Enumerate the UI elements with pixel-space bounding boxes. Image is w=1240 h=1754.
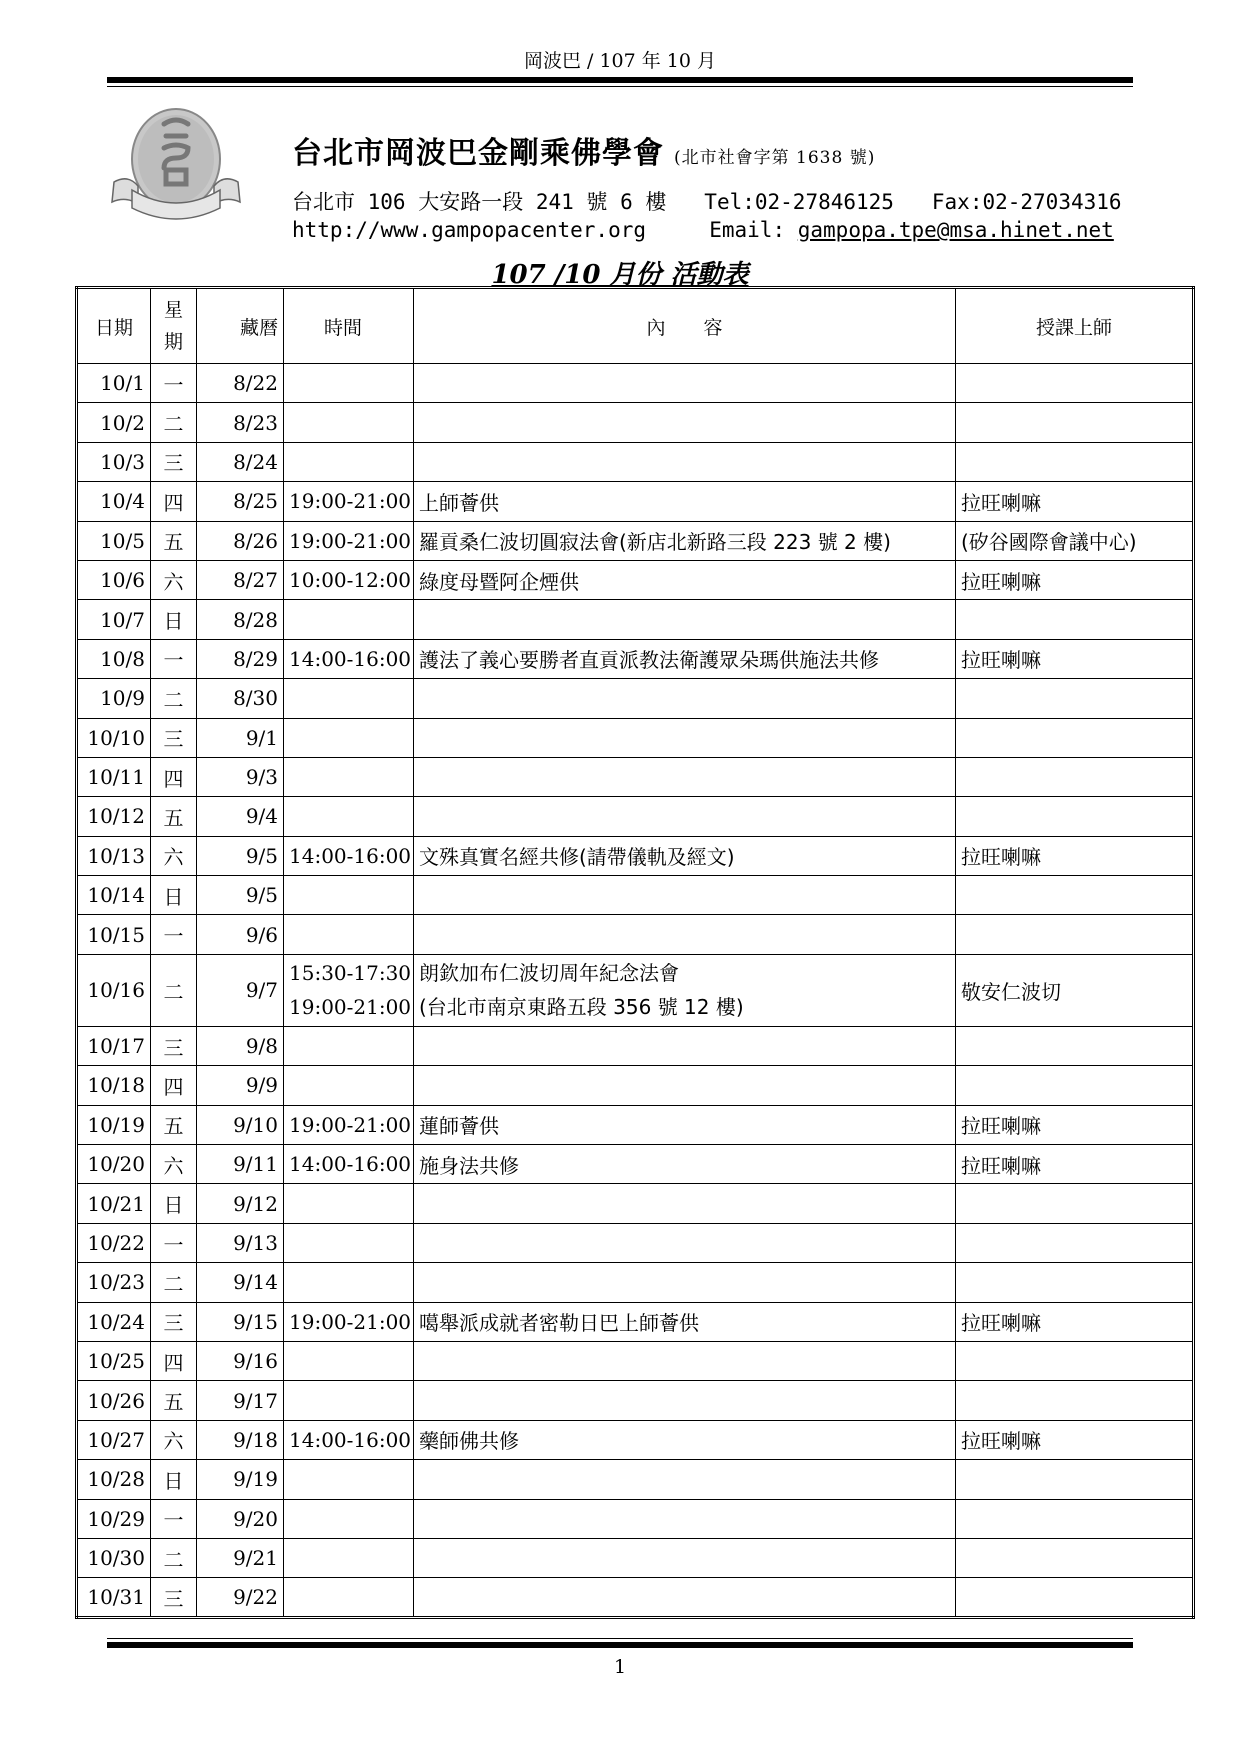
cell-time (284, 954, 414, 1026)
cell-lunar-date: 9/11 (197, 1145, 284, 1184)
cell-date: 10/23 (77, 1263, 151, 1302)
cell-content (414, 1223, 956, 1262)
contact-line-1 (292, 186, 1122, 216)
contact-line-2 (292, 218, 1114, 242)
cell-teacher (956, 1184, 1194, 1223)
cell-weekday: 四 (151, 1066, 197, 1105)
cell-date: 10/21 (77, 1184, 151, 1223)
table-row (77, 1499, 1194, 1538)
table-row (77, 1420, 1194, 1459)
cell-lunar-date: 8/22 (197, 364, 284, 403)
email-link[interactable]: gampopa.tpe@msa.hinet.net (797, 218, 1114, 242)
cell-lunar-date: 8/23 (197, 403, 284, 442)
cell-content (414, 876, 956, 915)
cell-time: 19:00-21:00 (284, 521, 414, 560)
cell-weekday: 一 (151, 1223, 197, 1262)
cell-date: 10/18 (77, 1066, 151, 1105)
cell-weekday: 一 (151, 915, 197, 954)
cell-time-line: 19:00-21:00 (289, 995, 412, 1020)
cell-lunar-date: 8/27 (197, 560, 284, 599)
cell-content-line: (台北市南京東路五段 356 號 12 樓) (419, 995, 744, 1020)
cell-lunar-date: 9/13 (197, 1223, 284, 1262)
cell-time (284, 797, 414, 836)
cell-weekday: 三 (151, 1026, 197, 1065)
cell-time-line: 15:30-17:30 (289, 961, 412, 986)
cell-date: 10/9 (77, 679, 151, 718)
cell-date: 10/12 (77, 797, 151, 836)
cell-time (284, 718, 414, 757)
cell-lunar-date: 9/19 (197, 1460, 284, 1499)
cell-lunar-date: 9/5 (197, 836, 284, 875)
cell-weekday: 五 (151, 521, 197, 560)
cell-weekday: 三 (151, 1578, 197, 1617)
cell-lunar-date: 8/24 (197, 442, 284, 481)
cell-weekday: 五 (151, 797, 197, 836)
header-teacher: 授課上師 (956, 288, 1194, 364)
cell-lunar-date: 8/26 (197, 521, 284, 560)
table-row (77, 836, 1194, 875)
cell-teacher (956, 1066, 1194, 1105)
table-row (77, 364, 1194, 403)
table-row (77, 1026, 1194, 1065)
table-row (77, 639, 1194, 678)
cell-content: 文殊真實名經共修(請帶儀軌及經文) (414, 836, 956, 875)
cell-teacher (956, 1381, 1194, 1420)
table-row (77, 482, 1194, 521)
cell-content (414, 403, 956, 442)
cell-date: 10/10 (77, 718, 151, 757)
cell-lunar-date: 8/29 (197, 639, 284, 678)
cell-time (284, 679, 414, 718)
cell-content (414, 1460, 956, 1499)
cell-teacher (956, 1026, 1194, 1065)
cell-time: 19:00-21:00 (284, 482, 414, 521)
cell-date: 10/26 (77, 1381, 151, 1420)
cell-content: 噶舉派成就者密勒日巴上師薈供 (414, 1302, 956, 1341)
cell-time (284, 1460, 414, 1499)
cell-lunar-date: 9/5 (197, 876, 284, 915)
cell-weekday: 六 (151, 560, 197, 599)
website-link[interactable]: http://www.gampopacenter.org (292, 218, 647, 242)
cell-teacher (956, 1341, 1194, 1380)
cell-weekday: 五 (151, 1381, 197, 1420)
cell-weekday: 四 (151, 1341, 197, 1380)
cell-date: 10/15 (77, 915, 151, 954)
cell-lunar-date: 9/14 (197, 1263, 284, 1302)
cell-lunar-date: 9/21 (197, 1538, 284, 1577)
cell-lunar-date: 9/10 (197, 1105, 284, 1144)
cell-teacher: 拉旺喇嘛 (956, 1145, 1194, 1184)
cell-time (284, 442, 414, 481)
cell-teacher (956, 1499, 1194, 1538)
cell-teacher (956, 718, 1194, 757)
organization-name-text: 台北市岡波巴金剛乘佛學會 (292, 136, 664, 171)
cell-time: 14:00-16:00 (284, 836, 414, 875)
cell-lunar-date: 9/12 (197, 1184, 284, 1223)
cell-date: 10/1 (77, 364, 151, 403)
cell-teacher: 拉旺喇嘛 (956, 1302, 1194, 1341)
cell-date: 10/8 (77, 639, 151, 678)
cell-weekday: 三 (151, 442, 197, 481)
cell-content (414, 442, 956, 481)
cell-weekday: 日 (151, 600, 197, 639)
cell-time: 14:00-16:00 (284, 1420, 414, 1459)
table-row (77, 1302, 1194, 1341)
cell-weekday: 五 (151, 1105, 197, 1144)
table-row (77, 718, 1194, 757)
cell-content (414, 1341, 956, 1380)
cell-weekday: 一 (151, 639, 197, 678)
table-row (77, 600, 1194, 639)
table-row (77, 560, 1194, 599)
table-row (77, 876, 1194, 915)
table-row (77, 1066, 1194, 1105)
cell-date: 10/13 (77, 836, 151, 875)
cell-time (284, 600, 414, 639)
cell-date: 10/28 (77, 1460, 151, 1499)
cell-time (284, 1578, 414, 1617)
cell-lunar-date: 9/1 (197, 718, 284, 757)
cell-date: 10/24 (77, 1302, 151, 1341)
cell-lunar-date: 8/30 (197, 679, 284, 718)
cell-content (414, 1263, 956, 1302)
table-row (77, 1460, 1194, 1499)
cell-weekday: 二 (151, 954, 197, 1026)
cell-lunar-date: 9/3 (197, 757, 284, 796)
cell-teacher (956, 1460, 1194, 1499)
cell-weekday: 四 (151, 482, 197, 521)
cell-time (284, 1499, 414, 1538)
cell-date: 10/20 (77, 1145, 151, 1184)
cell-date: 10/3 (77, 442, 151, 481)
cell-content (414, 954, 956, 1026)
cell-content (414, 1026, 956, 1065)
cell-weekday: 六 (151, 1145, 197, 1184)
cell-content (414, 1578, 956, 1617)
running-head: 岡波巴 / 107 年 10 月 (523, 50, 717, 72)
table-row (77, 1578, 1194, 1617)
table-row (77, 1381, 1194, 1420)
cell-content (414, 600, 956, 639)
cell-time: 19:00-21:00 (284, 1105, 414, 1144)
table-row (77, 403, 1194, 442)
cell-content (414, 1538, 956, 1577)
cell-content: 上師薈供 (414, 482, 956, 521)
fax: Fax:02-27034316 (931, 190, 1122, 214)
cell-date: 10/30 (77, 1538, 151, 1577)
cell-teacher (956, 403, 1194, 442)
table-row (77, 1341, 1194, 1380)
cell-date: 10/29 (77, 1499, 151, 1538)
organization-logo (108, 104, 244, 222)
cell-lunar-date: 8/28 (197, 600, 284, 639)
cell-content (414, 1066, 956, 1105)
sheet-title: 107 /10 月份 活動表 (491, 260, 749, 290)
cell-time (284, 915, 414, 954)
cell-date: 10/27 (77, 1420, 151, 1459)
cell-time (284, 1184, 414, 1223)
header-rule-thin (107, 86, 1133, 87)
cell-date: 10/7 (77, 600, 151, 639)
cell-content (414, 718, 956, 757)
cell-weekday: 日 (151, 1184, 197, 1223)
cell-teacher (956, 1223, 1194, 1262)
table-row (77, 954, 1194, 1026)
cell-content (414, 1184, 956, 1223)
cell-date: 10/4 (77, 482, 151, 521)
cell-weekday: 日 (151, 1460, 197, 1499)
header-weekday: 星期 (151, 288, 197, 364)
cell-weekday: 二 (151, 1263, 197, 1302)
cell-content: 施身法共修 (414, 1145, 956, 1184)
telephone: Tel:02-27846125 (704, 190, 894, 214)
cell-time (284, 364, 414, 403)
cell-content (414, 757, 956, 796)
cell-date: 10/16 (77, 954, 151, 1026)
cell-time: 14:00-16:00 (284, 639, 414, 678)
cell-lunar-date: 9/6 (197, 915, 284, 954)
cell-content: 蓮師薈供 (414, 1105, 956, 1144)
cell-teacher (956, 1578, 1194, 1617)
cell-time (284, 403, 414, 442)
cell-date: 10/31 (77, 1578, 151, 1617)
cell-lunar-date: 9/9 (197, 1066, 284, 1105)
cell-weekday: 二 (151, 403, 197, 442)
cell-teacher (956, 600, 1194, 639)
cell-lunar-date: 9/20 (197, 1499, 284, 1538)
cell-date: 10/2 (77, 403, 151, 442)
table-row (77, 757, 1194, 796)
activity-table (75, 286, 1195, 1619)
header-lunar: 藏曆 (197, 288, 284, 364)
cell-time: 14:00-16:00 (284, 1145, 414, 1184)
cell-content: 護法了義心要勝者直貢派教法衛護眾朵瑪供施法共修 (414, 639, 956, 678)
cell-teacher: 拉旺喇嘛 (956, 560, 1194, 599)
cell-date: 10/6 (77, 560, 151, 599)
cell-weekday: 日 (151, 876, 197, 915)
table-row (77, 915, 1194, 954)
table-header-row (77, 288, 1194, 364)
cell-content (414, 797, 956, 836)
cell-weekday: 四 (151, 757, 197, 796)
cell-date: 10/17 (77, 1026, 151, 1065)
cell-weekday: 一 (151, 1499, 197, 1538)
page-number: 1 (613, 1656, 627, 1678)
cell-weekday: 六 (151, 1420, 197, 1459)
cell-lunar-date: 9/7 (197, 954, 284, 1026)
cell-teacher: 敬安仁波切 (956, 954, 1194, 1026)
table-row (77, 1105, 1194, 1144)
cell-date: 10/5 (77, 521, 151, 560)
footer-rule-thin (107, 1638, 1133, 1639)
table-row (77, 1223, 1194, 1262)
cell-weekday: 三 (151, 1302, 197, 1341)
cell-lunar-date: 9/22 (197, 1578, 284, 1617)
table-row (77, 1263, 1194, 1302)
table-row (77, 679, 1194, 718)
cell-time (284, 757, 414, 796)
cell-lunar-date: 9/4 (197, 797, 284, 836)
cell-teacher (956, 757, 1194, 796)
cell-teacher (956, 1263, 1194, 1302)
cell-teacher (956, 797, 1194, 836)
cell-lunar-date: 8/25 (197, 482, 284, 521)
cell-content: 藥師佛共修 (414, 1420, 956, 1459)
cell-date: 10/19 (77, 1105, 151, 1144)
cell-lunar-date: 9/16 (197, 1341, 284, 1380)
cell-time (284, 876, 414, 915)
cell-content (414, 679, 956, 718)
table-row (77, 797, 1194, 836)
footer-rule (107, 1642, 1133, 1648)
cell-weekday: 一 (151, 364, 197, 403)
organization-name (292, 128, 875, 172)
cell-lunar-date: 9/8 (197, 1026, 284, 1065)
cell-time: 10:00-12:00 (284, 560, 414, 599)
cell-lunar-date: 9/15 (197, 1302, 284, 1341)
cell-time (284, 1381, 414, 1420)
cell-teacher: 拉旺喇嘛 (956, 482, 1194, 521)
cell-time: 19:00-21:00 (284, 1302, 414, 1341)
cell-lunar-date: 9/18 (197, 1420, 284, 1459)
cell-date: 10/22 (77, 1223, 151, 1262)
cell-time (284, 1341, 414, 1380)
cell-teacher: 拉旺喇嘛 (956, 639, 1194, 678)
table-row (77, 1538, 1194, 1577)
cell-time (284, 1263, 414, 1302)
cell-weekday: 三 (151, 718, 197, 757)
cell-weekday: 二 (151, 1538, 197, 1577)
cell-teacher (956, 679, 1194, 718)
cell-content: 羅貢桑仁波切圓寂法會(新店北新路三段 223 號 2 樓) (414, 521, 956, 560)
cell-date: 10/11 (77, 757, 151, 796)
cell-time (284, 1026, 414, 1065)
cell-teacher (956, 1538, 1194, 1577)
cell-content (414, 1381, 956, 1420)
header-time: 時間 (284, 288, 414, 364)
table-row (77, 1145, 1194, 1184)
cell-content (414, 1499, 956, 1538)
cell-teacher: 拉旺喇嘛 (956, 1420, 1194, 1459)
table-row (77, 521, 1194, 560)
cell-content: 綠度母暨阿企煙供 (414, 560, 956, 599)
cell-teacher: (矽谷國際會議中心) (956, 521, 1194, 560)
cell-time (284, 1538, 414, 1577)
header-content: 內 容 (414, 288, 956, 364)
cell-lunar-date: 9/17 (197, 1381, 284, 1420)
cell-teacher (956, 442, 1194, 481)
cell-time (284, 1223, 414, 1262)
cell-weekday: 六 (151, 836, 197, 875)
registration-number: (北市社會字第 1638 號) (674, 148, 876, 168)
cell-teacher (956, 364, 1194, 403)
cell-teacher (956, 915, 1194, 954)
cell-teacher (956, 876, 1194, 915)
table-row (77, 442, 1194, 481)
address: 台北市 106 大安路一段 241 號 6 樓 (292, 190, 667, 214)
cell-time (284, 1066, 414, 1105)
cell-date: 10/25 (77, 1341, 151, 1380)
cell-content (414, 364, 956, 403)
cell-content-line: 朗欽加布仁波切周年紀念法會 (419, 961, 679, 986)
header-rule (107, 77, 1133, 83)
email-label: Email: (709, 218, 786, 242)
cell-teacher: 拉旺喇嘛 (956, 1105, 1194, 1144)
cell-date: 10/14 (77, 876, 151, 915)
header-date: 日期 (77, 288, 151, 364)
cell-teacher: 拉旺喇嘛 (956, 836, 1194, 875)
cell-content (414, 915, 956, 954)
table-row (77, 1184, 1194, 1223)
cell-weekday: 二 (151, 679, 197, 718)
